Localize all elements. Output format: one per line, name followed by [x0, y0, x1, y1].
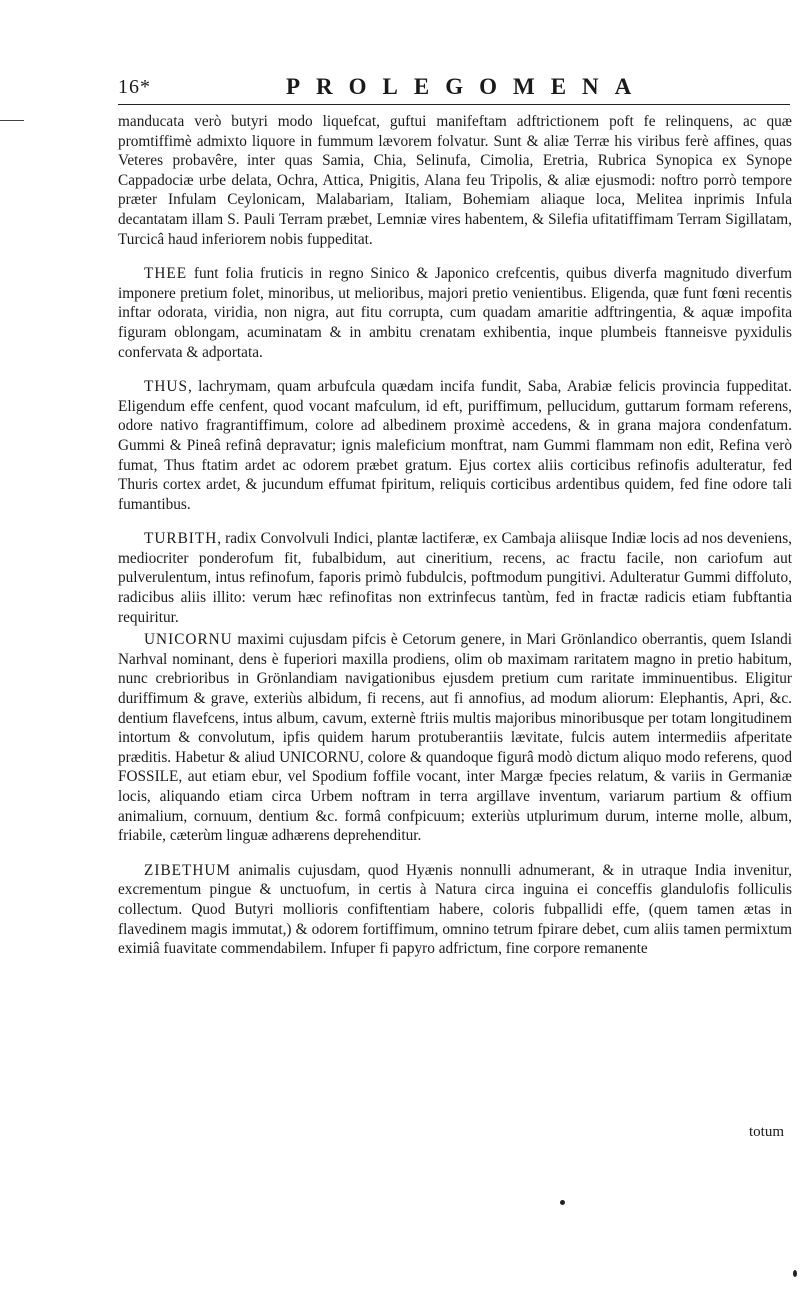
paragraph-terrae: [118, 112, 792, 249]
paragraph-text: , lachrymam, quam arbufcula quædam incifa fundit, Saba, Arabiæ felicis provincia fuppeditat. Eligendum effe cenfent, quod vocant mafculum, id eft, puriffimum, pellucidum, guttarum formam referens, odore nativo fragrantiffimum, colore ad albedinem proximè accedens, & in grana majora condenfatum. Gummi & Pineâ refinâ depravatur; ignis maleficium monftrat, nam Gummi flammam non edit, Refina verò fumat, Thus ftatim ardet ac odorem præbet gratum. Ejus cortex aliis corticibus refinofis adulteratur, fed Thuris cortex ardet, & jucundum effumat fpiritum, reliquis corticibus ardentibus quidem, fed fine odore tali fumantibus.: [118, 378, 792, 513]
paragraph-text: maximi cujusdam pifcis è Cetorum genere, in Mari Grönlandico oberrantis, quem Islandi Narhval nominant, dens è fuperiori maxilla prodiens, olim ob maximam raritatem magno in pretio habitum, nunc crebrioribus in Grönlandiam navigationibus ejusdem pretium cum raritate imminuentibus. Eligitur duriffimum & grave, exteriùs albidum, fi recens, aut fi annofius, ad modum aliorum: Elephantis, Apri, &c. dentium flavefcens, intus album, cavum, externè ftriis multis majoribus minoribusque per totam longitudinem intortum & convolutum, ipfis quidem harum protuberantiis lævitate, fulcis autem intermediis afperitate præditis. Habetur & aliud UNICORNU, colore & quandoque figurâ modò dictum aliquo modo referens, quod FOSSILE, aut etiam ebur, vel Spodium foffile vocant, inter Margæ fpecies relatum, & variis in Germaniæ locis, aliquando etiam circa Urbem noftram in terra argillave inventum, variarum partium & offium animalium, cornuum, dentium &c. formâ confpicuum; exteriùs utplurimum durum, interne molle, album, friabile, cæterùm linguæ adhærens deprehenditur.: [118, 631, 792, 845]
ink-speck: [560, 1200, 565, 1205]
entry-keyword: TURBITH: [144, 530, 218, 548]
paragraph-zibethum: [118, 861, 792, 959]
paragraph-text: , radix Convolvuli Indici, plantæ lactiferæ, ex Cambaja aliisque Indiæ locis ad nos deveniens, mediocriter ponderofum fit, fubalbidum, aut cineritium, recens, ac fractu facile, non cariofum aut pulverulentum, intus refinofum, faporis primò fubdulcis, poftmodum pungitivi. Adulteratur Gummi diffoluto, radicibus aliis illito: verum hæc refinofitas non extrinfecus tantùm, fed in fractæ radicis etiam fubftantia requiritur.: [118, 530, 792, 626]
paragraph-text: animalis cujusdam, quod Hyænis nonnulli adnumerant, & in utraque India invenitur, excrementum pingue & unctuofum, in certis à Natura circa inguina ei conceffis glandulofis folliculis collectum. Quod Butyri mollioris confiftentiam habere, coloris fubpallidi effe, (quem tamen ætas in flavedinem magis immutat,) & odorem fortiffimum, omnino tetrum fpirare debet, cum aliis tamen permixtum eximiâ fuavitate commendabilem. Infuper fi papyro adfrictum, fine corpore remanente: [118, 861, 792, 958]
paragraph-thus: [118, 377, 792, 514]
paragraph-text: manducata verò butyri modo liquefcat, guftui manifeftam adftrictionem poft fe relinquens, ac quæ promtiffimè admixto liquore in fummum lævorem folvatur. Sunt & aliæ Terræ his viribus ferè affines, quas Veteres probavêre, inter quas Samia, Chia, Selinufa, Cimolia, Eretria, Rubrica Synopica ex Synope Cappadociæ urbe delata, Ochra, Attica, Pnigitis, Alana feu Tripolis, & aliæ ejusmodi: noftro porrò tempore præter Infulam Ceylonicam, Malabariam, Italiam, Bohemiam aliaque loca, Melitea inprimis Infula decantatam illam S. Pauli Terram præbet, Lemniæ vires habentem, & Silefia ufitatiffimam Terram Sigillatam, Turcicâ haud inferiorem nobis fuppeditat.: [118, 113, 792, 248]
entry-keyword: THUS: [144, 378, 188, 396]
page-header: [118, 76, 794, 106]
catchword: totum: [748, 1124, 784, 1140]
margin-mark: [0, 120, 24, 121]
entry-keyword: ZIBETHUM: [144, 861, 232, 879]
paragraph-text: funt folia fruticis in regno Sinico & Japonico crefcentis, quibus diverfa magnitudo diverfum imponere pretium folet, minoribus, ut melioribus, majori pretio venientibus. Eligenda, quæ funt fœni recentis inftar odorata, viridia, non nigra, aut fitu corrupta, cum quadam amaritie adftringentia, & aquæ impofita figuram oblongam, acuminatam & in ambitu crenatam exhibentia, inque plumbeis ftanneisve pyxidulis confervata & adportata.: [118, 265, 792, 361]
header-rule: [118, 104, 790, 105]
paragraph-turbith: [118, 529, 792, 627]
paragraph-thee: [118, 264, 792, 362]
page-number: 16*: [118, 76, 151, 98]
paragraph-unicornu: [118, 630, 792, 846]
entry-keyword: UNICORNU: [144, 631, 233, 649]
body-text: [118, 112, 792, 959]
ink-speck: [793, 1270, 797, 1277]
entry-keyword: THEE: [144, 265, 188, 283]
running-head: PROLEGOMENA: [286, 74, 648, 99]
